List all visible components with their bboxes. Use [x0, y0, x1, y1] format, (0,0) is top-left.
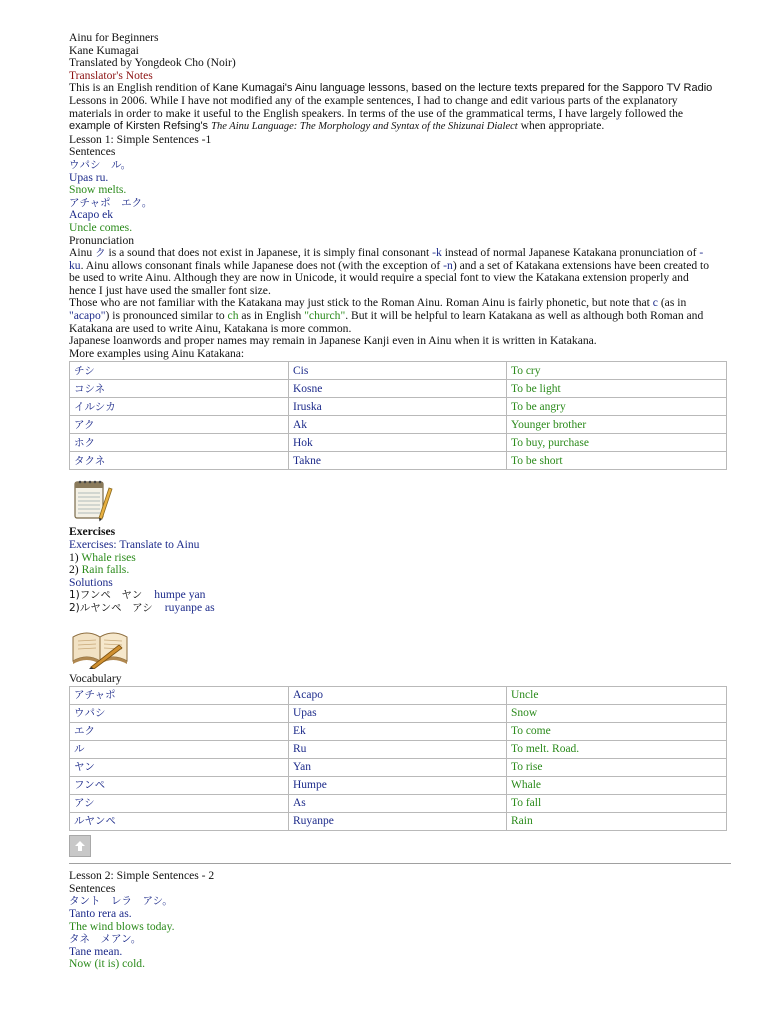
kana-cell: ウパシ — [70, 705, 289, 723]
english-cell: To cry — [506, 362, 726, 380]
author-line: Kane Kumagai — [69, 43, 139, 57]
document-page — [69, 32, 729, 971]
exercise-item: Rain falls. — [81, 563, 130, 577]
kana-cell: コシネ — [70, 380, 289, 398]
roman-cell: Hok — [289, 434, 507, 452]
example-row — [70, 380, 727, 398]
pron-highlight: "acapo" — [69, 309, 106, 323]
exercise-number: 2) — [69, 563, 82, 577]
english-cell: Snow — [506, 705, 726, 723]
kana-cell: エク — [70, 723, 289, 741]
sentence-kana: アチャポ エク。 — [69, 196, 153, 209]
kana-cell: ヤン — [70, 759, 289, 777]
book-title: The Ainu Language: The Morphology and Syntax of the Shizunai Dialect — [211, 121, 518, 133]
sentences-label: Sentences — [69, 145, 116, 159]
english-cell: To be angry — [506, 398, 726, 416]
kana-cell: ル — [70, 741, 289, 759]
sentence-roman: Tane mean. — [69, 944, 123, 958]
solution-roman: humpe yan — [154, 588, 206, 602]
translator-line: Translated by Yongdeok Cho (Noir) — [69, 56, 236, 70]
english-cell: Whale — [506, 777, 726, 795]
pron-highlight: ku — [69, 258, 81, 272]
roman-cell: Ak — [289, 416, 507, 434]
roman-cell: Acapo — [289, 687, 507, 705]
kana-cell: チシ — [70, 362, 289, 380]
example-row — [70, 416, 727, 434]
roman-cell: Humpe — [289, 777, 507, 795]
vocabulary-table — [69, 686, 727, 831]
roman-cell: Yan — [289, 759, 507, 777]
example-row — [70, 398, 727, 416]
up-arrow-icon — [73, 839, 87, 853]
sentences-label: Sentences — [69, 881, 116, 895]
roman-cell: Upas — [289, 705, 507, 723]
sentence-english: The wind blows today. — [69, 919, 175, 933]
roman-cell: Ek — [289, 723, 507, 741]
section-divider — [69, 863, 731, 864]
sentence-kana: ウパシ ル。 — [69, 158, 132, 171]
pron-text: ) is pronounced similar to — [105, 309, 228, 323]
exercise-number: 1) — [69, 550, 82, 564]
lesson2-heading: Lesson 2: Simple Sentences - 2 — [69, 869, 215, 883]
roman-cell: Cis — [289, 362, 507, 380]
solution-kana: 2)ルヤンペ アシ — [69, 602, 153, 614]
sentence-kana: タント レラ アシ。 — [69, 895, 173, 908]
roman-cell: As — [289, 795, 507, 813]
english-cell: Rain — [506, 813, 726, 831]
sentence-english: Snow melts. — [69, 183, 127, 197]
pronunciation-label: Pronunciation — [69, 233, 135, 247]
kana-cell: フンペ — [70, 777, 289, 795]
sentence-roman: Acapo ek — [69, 208, 114, 222]
pron-highlight: "church" — [304, 309, 346, 323]
vocab-row — [70, 741, 727, 759]
examples-table — [69, 361, 727, 470]
doc-title: Ainu for Beginners — [69, 31, 159, 44]
pron-text: (as in — [657, 296, 687, 310]
pron-text: . But it will be helpful to learn Katakana as well as although both Roman and — [345, 309, 704, 323]
english-cell: To fall — [506, 795, 726, 813]
back-to-top-button[interactable] — [69, 835, 91, 857]
kana-cell: アシ — [70, 795, 289, 813]
pron-text: Japanese loanwords and proper names may remain in Japanese Kanji even in Ainu when it is written in Katakana. — [69, 334, 597, 348]
english-cell: Younger brother — [506, 416, 726, 434]
intro-text: materials in order to make it useful to the English speakers. In terms of the use of the grammatical terms, I have largely followed the — [69, 106, 684, 120]
english-cell: To come — [506, 723, 726, 741]
exercises-heading: Exercises — [69, 525, 116, 539]
pron-highlight: ch — [227, 309, 239, 323]
open-book-pencil-icon — [69, 623, 131, 669]
pron-text: Ainu — [69, 246, 96, 260]
pron-text: Those who are not familiar with the Katakana may just stick to the Roman Ainu. Roman Ainu is fairly phonetic, but note that — [69, 296, 653, 310]
notepad-pencil-icon — [69, 478, 113, 522]
roman-cell: Kosne — [289, 380, 507, 398]
pron-highlight: - — [699, 246, 704, 260]
roman-cell: Ru — [289, 741, 507, 759]
example-row — [70, 434, 727, 452]
vocab-row — [70, 759, 727, 777]
roman-cell: Takne — [289, 452, 507, 470]
solutions-label: Solutions — [69, 575, 113, 589]
exercises-subheading: Exercises: Translate to Ainu — [69, 538, 200, 552]
pronunciation-paragraph — [69, 247, 729, 348]
roman-cell: Ruyanpe — [289, 813, 507, 831]
kana-cell: ホク — [70, 434, 289, 452]
translator-notes-heading: Translator's Notes — [69, 68, 153, 82]
example-row — [70, 362, 727, 380]
sentence-english: Uncle comes. — [69, 220, 133, 234]
english-cell: Uncle — [506, 687, 726, 705]
kana-cell: アク — [70, 416, 289, 434]
english-cell: To be light — [506, 380, 726, 398]
pron-text: hence I just have used the smaller font size. — [69, 283, 271, 297]
roman-cell: Iruska — [289, 398, 507, 416]
kana-cell: タクネ — [70, 452, 289, 470]
lesson1-heading: Lesson 1: Simple Sentences -1 — [69, 132, 212, 146]
vocab-row — [70, 723, 727, 741]
vocab-row — [70, 795, 727, 813]
vocabulary-label: Vocabulary — [69, 671, 122, 685]
vocab-row — [70, 777, 727, 795]
kana-cell: アチャポ — [70, 687, 289, 705]
intro-text: example of Kirsten Refsing's — [69, 120, 212, 133]
intro-text: Kane Kumagai's Ainu language lessons, based on the lecture texts prepared for the Sapporo TV Radio — [212, 82, 713, 95]
kana-cell: イルシカ — [70, 398, 289, 416]
pron-text: instead of normal Japanese Katakana pronunciation of — [441, 246, 700, 260]
intro-text: Lessons in 2006. While I have not modified any of the example sentences, I had to change and edit various parts of the explanatory — [69, 93, 678, 107]
pron-highlight: -k — [432, 246, 442, 260]
pron-highlight: c — [652, 296, 658, 310]
example-row — [70, 452, 727, 470]
english-cell: To be short — [506, 452, 726, 470]
pron-text: be used to write Ainu. Although they are now in Unicode, it would require a special font to view the Katakana extension properly and — [69, 271, 689, 285]
solution-kana: 1)フンペ ヤン — [69, 589, 143, 602]
intro-text: when appropriate. — [517, 119, 605, 133]
vocab-row — [70, 813, 727, 831]
intro-text: This is an English rendition of — [69, 81, 213, 95]
pron-highlight: -n — [443, 258, 453, 272]
pron-kana: ク — [95, 247, 106, 260]
intro-paragraph — [69, 82, 729, 133]
kana-cell: ルヤンペ — [70, 813, 289, 831]
pron-text: . Ainu allows consonant finals while Japanese does not (with the exception of — [80, 258, 444, 272]
more-examples-label: More examples using Ainu Katakana: — [69, 346, 245, 360]
sentence-roman: Upas ru. — [69, 170, 109, 184]
exercise-item: Whale rises — [81, 550, 136, 564]
sentence-roman: Tanto rera as. — [69, 906, 132, 920]
sentence-english: Now (it is) cold. — [69, 957, 145, 971]
pron-text: as in English — [238, 309, 305, 323]
english-cell: To rise — [506, 759, 726, 777]
pron-text: is a sound that does not exist in Japanese, it is simply final consonant — [105, 246, 433, 260]
vocab-row — [70, 687, 727, 705]
pron-text: Katakana are used to write Ainu, Katakana is more common. — [69, 321, 352, 335]
vocab-row — [70, 705, 727, 723]
english-cell: To melt. Road. — [506, 741, 726, 759]
solution-roman: ruyanpe as — [164, 601, 215, 614]
pron-text: ) and a set of Katakana extensions have been created to — [452, 258, 710, 272]
english-cell: To buy, purchase — [506, 434, 726, 452]
sentence-kana: タネ メアン。 — [69, 933, 142, 946]
